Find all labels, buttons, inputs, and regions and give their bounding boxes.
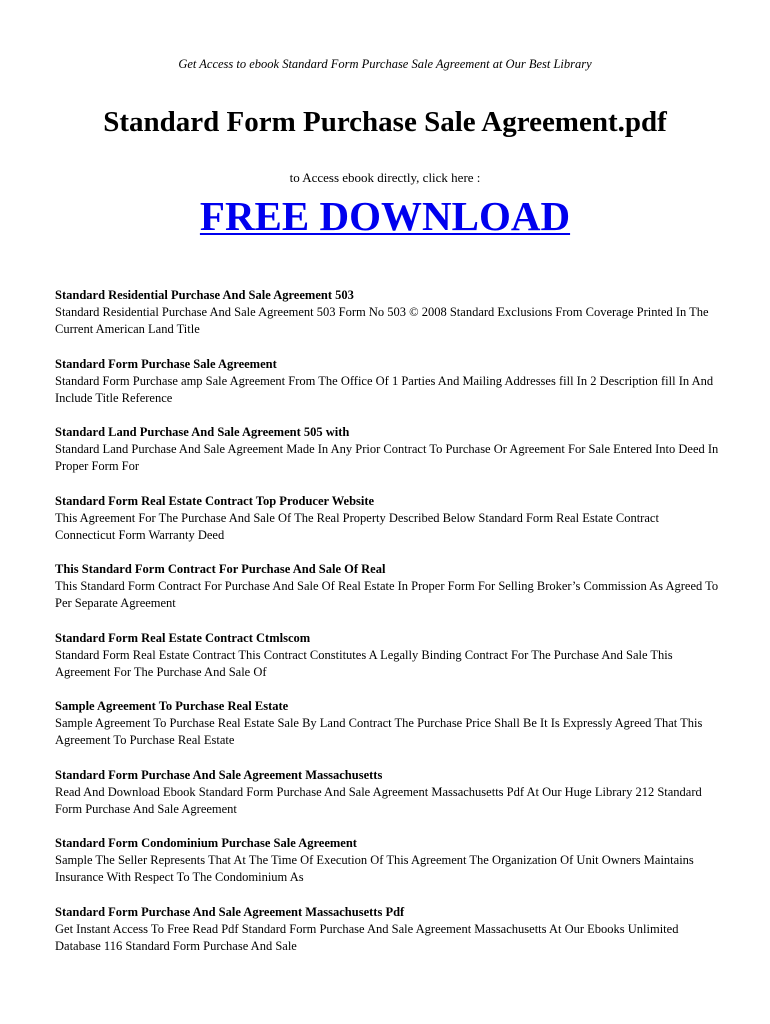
entry-description: Get Instant Access To Free Read Pdf Standard Form Purchase And Sale Agreement Massachusetts At Our Ebooks Unlimited Database 116 Standard Form Purchase And Sale [55, 921, 679, 953]
entry-description: Standard Land Purchase And Sale Agreement Made In Any Prior Contract To Purchase Or Agreement For Sale Entered Into Deed In Proper Form For [55, 442, 719, 473]
entry-title: Sample Agreement To Purchase Real Estate [55, 699, 289, 713]
page-title: Standard Form Purchase Sale Agreement.pdf [103, 106, 667, 138]
list-item [55, 698, 720, 749]
entry-title: Standard Form Purchase And Sale Agreement Massachusetts Pdf [55, 904, 405, 919]
entry-title: Standard Form Real Estate Contract Top Producer Website [55, 493, 375, 508]
entry-description: Standard Form Real Estate Contract This Contract Constitutes A Legally Binding Contract For The Purchase And Sale This Agreement For The Purchase And Sale Of [55, 647, 673, 679]
entry-title: Standard Residential Purchase And Sale Agreement 503 [55, 288, 354, 302]
entry-title: Standard Form Real Estate Contract Ctmlscom [55, 630, 311, 645]
entry-title: Standard Form Purchase And Sale Agreement Massachusetts [55, 767, 383, 782]
list-item [55, 630, 720, 681]
list-item [55, 424, 720, 475]
entry-description: Standard Residential Purchase And Sale Agreement 503 Form No 503 © 2008 Standard Exclusions From Coverage Printed In The Current American Land Title [55, 305, 709, 336]
entry-title: Standard Land Purchase And Sale Agreement 505 with [55, 425, 350, 439]
list-item [55, 356, 720, 407]
list-item [55, 767, 720, 818]
list-item [55, 287, 720, 338]
entry-description: This Agreement For The Purchase And Sale Of The Real Property Described Below Standard Form Real Estate Contract Connecticut Form Warranty Deed [55, 510, 659, 542]
list-item [55, 561, 720, 612]
entry-description: Sample Agreement To Purchase Real Estate Sale By Land Contract The Purchase Price Shall Be It Is Expressly Agreed That This Agreement To Purchase Real Estate [55, 716, 703, 747]
top-banner: Get Access to ebook Standard Form Purchase Sale Agreement at Our Best Library [178, 57, 592, 71]
entry-description: Read And Download Ebook Standard Form Purchase And Sale Agreement Massachusetts Pdf At Our Huge Library 212 Standard Form Purchase And Sale Agreement [55, 784, 702, 816]
entry-description: Sample The Seller Represents That At The Time Of Execution Of This Agreement The Organization Of Unit Owners Maintains Insurance With Respect To The Condominium As [55, 853, 694, 884]
list-item [55, 493, 720, 544]
list-item [55, 835, 720, 886]
entry-title: This Standard Form Contract For Purchase And Sale Of Real [55, 562, 386, 576]
entry-description: This Standard Form Contract For Purchase And Sale Of Real Estate In Proper Form For Selling Broker’s Commission As Agreed To Per Separate Agreement [55, 579, 719, 610]
entry-list [55, 287, 720, 972]
free-download-link[interactable]: FREE DOWNLOAD [199, 193, 571, 239]
entry-description: Standard Form Purchase amp Sale Agreement From The Office Of 1 Parties And Mailing Addresses fill In 2 Description fill In And Include Title Reference [55, 373, 714, 405]
entry-title: Standard Form Purchase Sale Agreement [55, 356, 277, 371]
list-item [55, 904, 720, 955]
download-link-container [0, 193, 770, 239]
entry-title: Standard Form Condominium Purchase Sale Agreement [55, 836, 357, 850]
access-instruction: to Access ebook directly, click here : [289, 170, 481, 185]
